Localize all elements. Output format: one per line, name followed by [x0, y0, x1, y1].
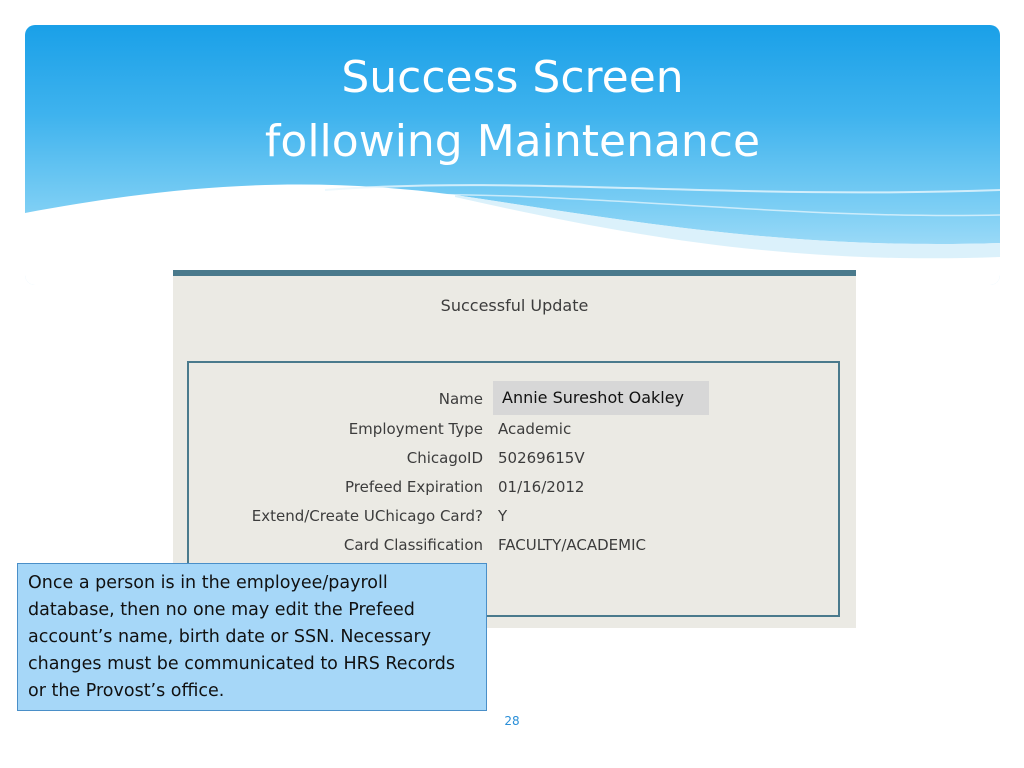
title-line-2: following Maintenance [264, 116, 761, 167]
field-value-employment-type: Academic [498, 420, 572, 438]
field-row-employment-type [189, 415, 838, 443]
slide-title [25, 46, 1000, 174]
field-value-card-classification: FACULTY/ACADEMIC [498, 536, 646, 554]
page-number: 28 [504, 714, 520, 728]
field-row-card-classification [189, 531, 838, 559]
field-value-prefeed-expiration: 01/16/2012 [498, 478, 585, 496]
field-label-employment-type: Employment Type [348, 420, 483, 438]
field-label-card-classification: Card Classification [343, 536, 483, 554]
field-label-name: Name [438, 390, 483, 408]
field-row-uchicago-card [189, 502, 838, 530]
field-value-chicago-id: 50269615V [498, 449, 585, 467]
field-row-chicago-id [189, 444, 838, 472]
panel-heading: Successful Update [440, 296, 589, 315]
field-row-name [189, 385, 838, 413]
title-line-1: Success Screen [341, 52, 684, 103]
field-value-uchicago-card: Y [498, 507, 508, 525]
field-row-prefeed-expiration [189, 473, 838, 501]
name-value-field: Annie Sureshot Oakley [493, 381, 709, 415]
note-callout: Once a person is in the employee/payroll database, then no one may edit the Prefeed account’s name, birth date or SSN. Necessary changes must be communicated to HRS Records or the Provost’s office. [17, 563, 487, 711]
field-label-uchicago-card: Extend/Create UChicago Card? [251, 507, 483, 525]
field-label-prefeed-expiration: Prefeed Expiration [344, 478, 483, 496]
field-label-chicago-id: ChicagoID [406, 449, 483, 467]
